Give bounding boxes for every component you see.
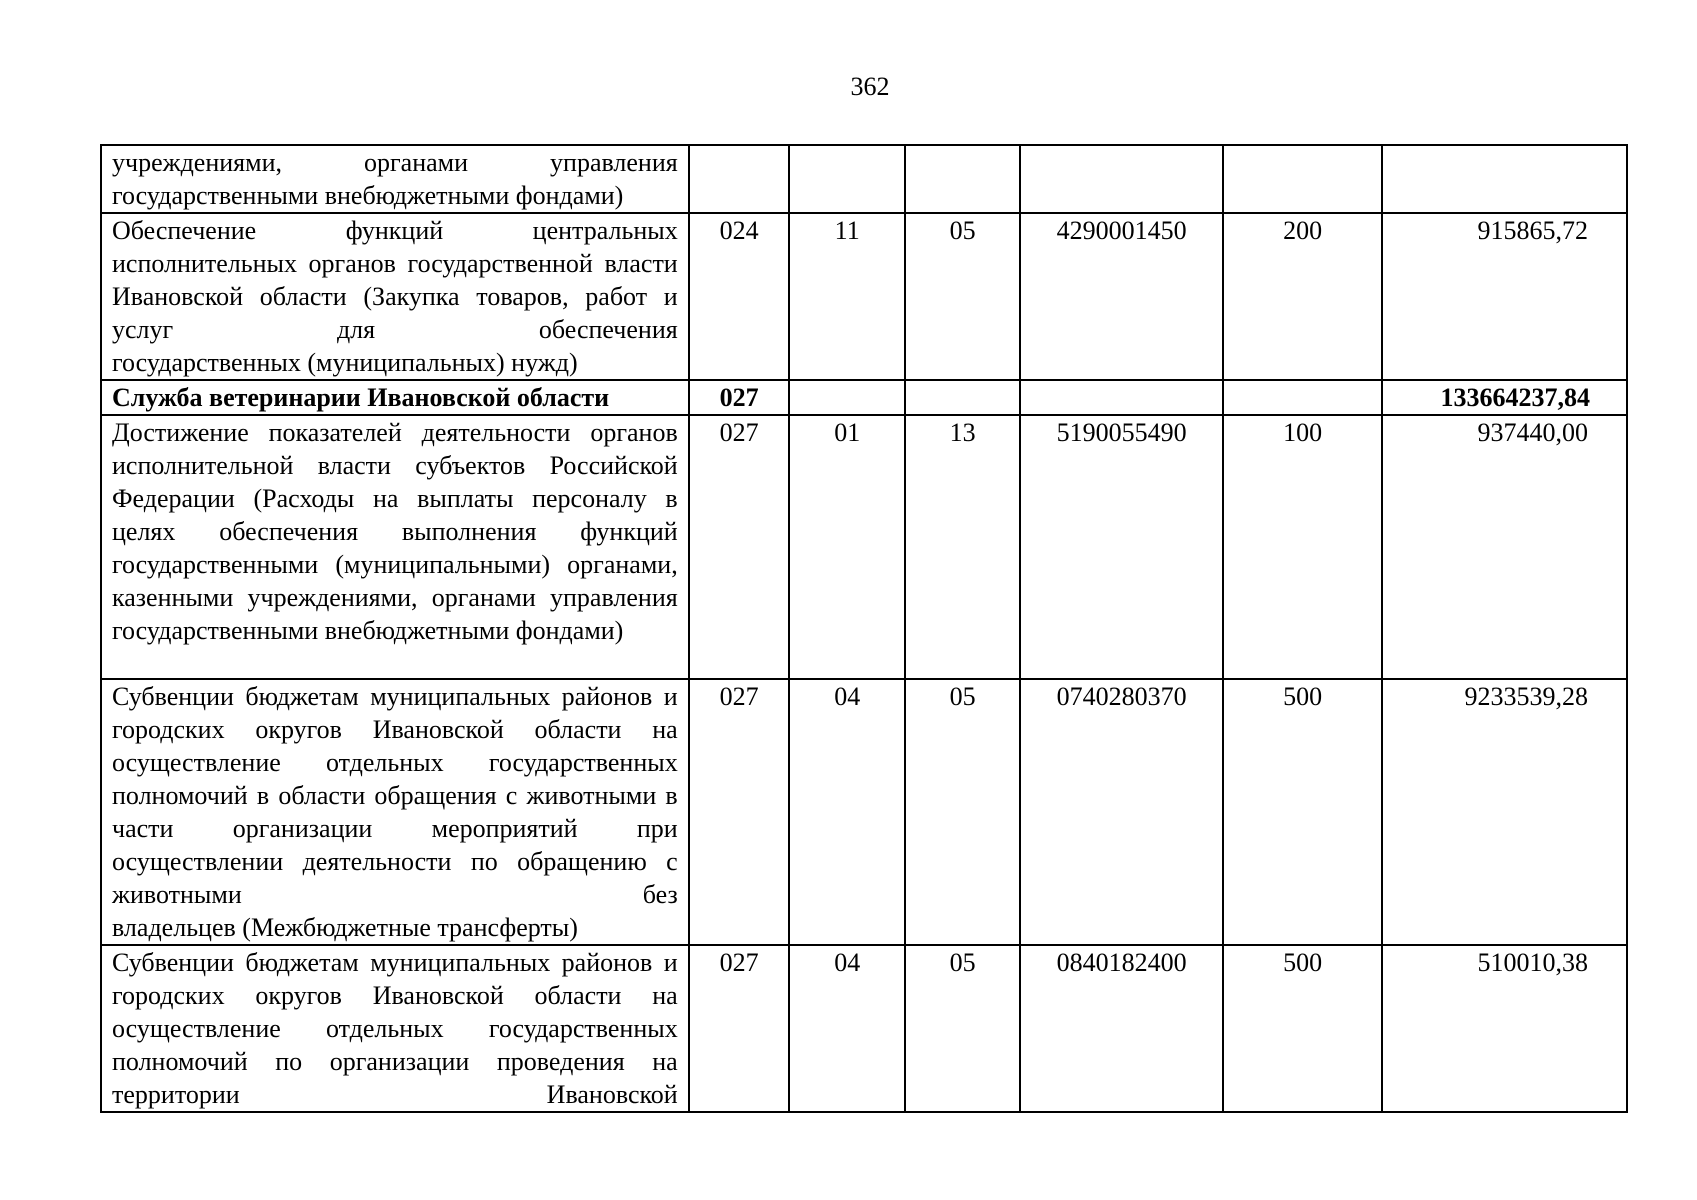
cell-rz: 11	[789, 213, 904, 380]
cell-vr: 500	[1223, 945, 1383, 1112]
row-description	[101, 679, 689, 945]
cell-gr: 024	[689, 213, 790, 380]
cell-amount: 9233539,28	[1382, 679, 1627, 945]
table-row	[101, 415, 1627, 679]
cell-vr: 500	[1223, 679, 1383, 945]
description-text-last-line: государственных (муниципальных) нужд)	[112, 348, 578, 377]
description-text: учреждениями, органами управления	[112, 148, 678, 177]
cell-amount: 133664237,84	[1382, 380, 1627, 415]
description-text: Субвенции бюджетам муниципальных районов и городских округов Ивановской области на осуществление отдельных государственных полномочий в области обращения с животными в части организации мероприятий при осуществлении деятельности по обращению с животными без	[112, 682, 678, 909]
cell-csr: 0740280370	[1020, 679, 1223, 945]
table-row	[101, 679, 1627, 945]
cell-amount: 937440,00	[1382, 415, 1627, 679]
row-description	[101, 945, 689, 1112]
cell-gr	[689, 145, 790, 213]
budget-table	[100, 144, 1628, 1113]
description-text-last-line: государственными внебюджетными фондами)	[112, 616, 624, 645]
table-row	[101, 945, 1627, 1112]
cell-csr	[1020, 145, 1223, 213]
description-text-last-line: владельцев (Межбюджетные трансферты)	[112, 913, 578, 942]
row-description	[101, 145, 689, 213]
cell-pr: 05	[905, 945, 1020, 1112]
cell-gr: 027	[689, 679, 790, 945]
cell-vr: 100	[1223, 415, 1383, 679]
cell-amount	[1382, 145, 1627, 213]
cell-csr: 5190055490	[1020, 415, 1223, 679]
cell-csr: 4290001450	[1020, 213, 1223, 380]
cell-rz	[789, 380, 904, 415]
cell-amount: 915865,72	[1382, 213, 1627, 380]
table-row	[101, 145, 1627, 213]
cell-csr: 0840182400	[1020, 945, 1223, 1112]
section-title	[101, 380, 689, 415]
cell-pr	[905, 380, 1020, 415]
row-description	[101, 415, 689, 679]
description-text: Субвенции бюджетам муниципальных районов и городских округов Ивановской области на осуществление отдельных государственных полномочий по организации проведения на территории Ивановской	[112, 948, 678, 1109]
cell-vr	[1223, 380, 1383, 415]
table-section-row	[101, 380, 1627, 415]
cell-pr: 05	[905, 679, 1020, 945]
cell-vr: 200	[1223, 213, 1383, 380]
cell-rz: 04	[789, 679, 904, 945]
section-title-text: Служба ветеринарии Ивановской области	[112, 383, 610, 412]
cell-gr: 027	[689, 415, 790, 679]
cell-rz: 01	[789, 415, 904, 679]
cell-csr	[1020, 380, 1223, 415]
cell-pr: 13	[905, 415, 1020, 679]
cell-pr	[905, 145, 1020, 213]
row-description	[101, 213, 689, 380]
page-number: 362	[850, 72, 890, 101]
cell-rz	[789, 145, 904, 213]
cell-gr: 027	[689, 945, 790, 1112]
cell-gr: 027	[689, 380, 790, 415]
description-text-last-line: государственными внебюджетными фондами)	[112, 181, 624, 210]
cell-pr: 05	[905, 213, 1020, 380]
description-text: Достижение показателей деятельности органов исполнительной власти субъектов Российской Федерации (Расходы на выплаты персоналу в целях обеспечения выполнения функций государственными (муниципальными) органами, казенными учреждениями, органами управления	[112, 418, 678, 612]
cell-rz: 04	[789, 945, 904, 1112]
cell-amount: 510010,38	[1382, 945, 1627, 1112]
description-text: Обеспечение функций центральных исполнительных органов государственной власти Ивановской области (Закупка товаров, работ и услуг для обеспечения	[112, 216, 678, 344]
cell-vr	[1223, 145, 1383, 213]
table-row	[101, 213, 1627, 380]
